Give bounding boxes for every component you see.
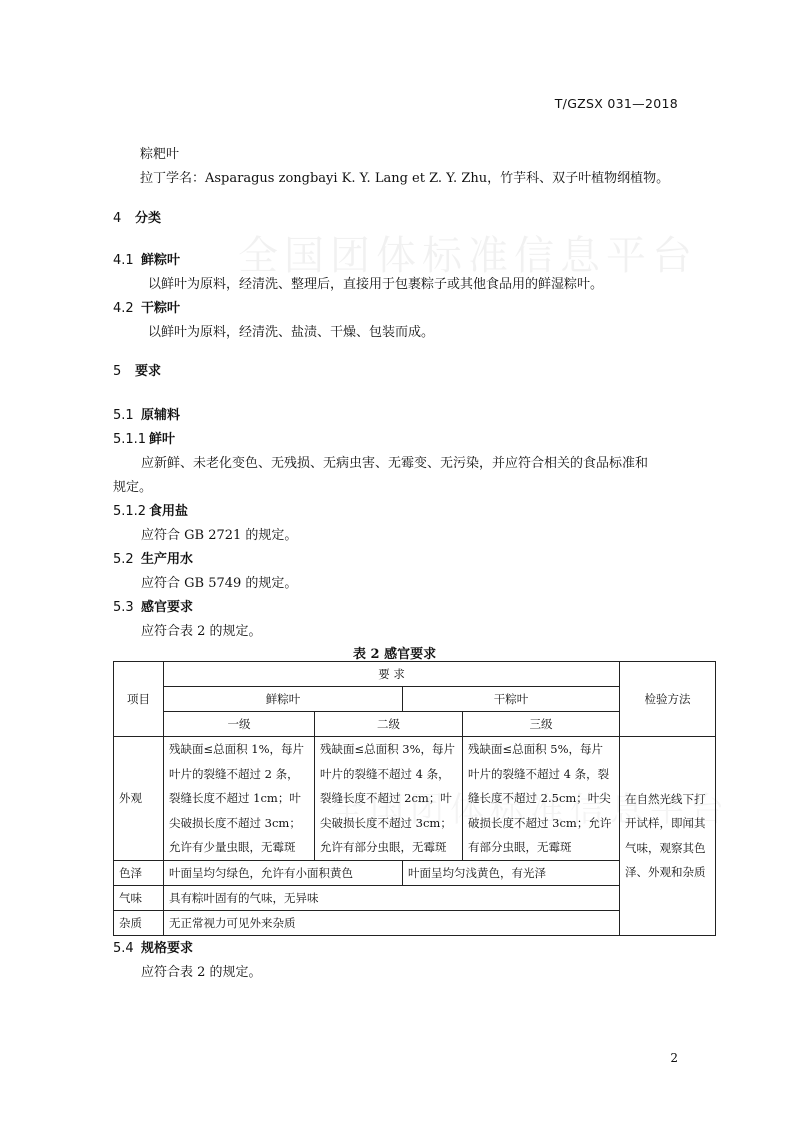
- section-5-1-1-heading: [113, 428, 175, 447]
- watermark: [330, 782, 730, 831]
- section-title: 鲜叶: [149, 432, 176, 447]
- section-5-2-body: 应符合 GB 5749 的规定。: [141, 576, 298, 591]
- section-title: 干粽叶: [141, 301, 181, 316]
- section-number: 5.1: [113, 408, 134, 423]
- section-number: 5: [113, 364, 122, 379]
- header-requirements: 要 求: [164, 662, 620, 687]
- section-5-2-heading: [113, 548, 193, 567]
- section-title: 鲜粽叶: [141, 253, 181, 268]
- section-number: 4.2: [113, 301, 134, 316]
- section-5-1-heading: [113, 404, 180, 423]
- page-number: 2: [670, 1051, 678, 1065]
- section-4-2-body: 以鲜叶为原料，经清洗、盐渍、干燥、包装而成。: [148, 325, 435, 340]
- test-method-cell: [620, 737, 716, 936]
- table-caption: 表 2 感官要求: [353, 647, 437, 662]
- color-dry-leaf: 叶面呈均匀浅黄色，有光泽: [403, 860, 620, 885]
- section-4-1-body: 以鲜叶为原料，经清洗、整理后，直接用于包裹粽子或其他食品用的鲜湿粽叶。: [148, 277, 604, 292]
- section-4-1-heading: [113, 249, 180, 268]
- impurity-requirement: 无正常视力可见外来杂质: [164, 910, 620, 935]
- section-number: 4.1: [113, 253, 134, 268]
- section-5-1-2-heading: [113, 500, 188, 519]
- section-title: 要求: [135, 364, 162, 379]
- section-5-1-1-body-line1: 应新鲜、未老化变色、无残损、无病虫害、无霉变、无污染，并应符合相关的食品标准和: [141, 456, 649, 471]
- section-5-3-heading: [113, 596, 193, 615]
- section-number: 5.1.1: [113, 432, 147, 447]
- section-5-1-1-body-line2: 规定。: [113, 480, 153, 495]
- header-grade-3: 三级: [463, 712, 620, 737]
- section-4-heading: [113, 207, 161, 226]
- header-grade-1: 一级: [164, 712, 315, 737]
- term-name: 粽粑叶: [140, 147, 180, 162]
- row-label-impurity: 杂质: [114, 910, 164, 935]
- section-title: 生产用水: [141, 552, 194, 567]
- section-5-heading: [113, 360, 161, 379]
- appearance-grade-1: [164, 737, 315, 861]
- section-4-2-heading: [113, 297, 180, 316]
- standard-code: T/GZSX 031—2018: [554, 96, 678, 111]
- header-dry-leaf: 干粽叶: [403, 687, 620, 712]
- section-title: 分类: [135, 211, 162, 226]
- smell-requirement: 具有粽叶固有的气味，无异味: [164, 885, 620, 910]
- cell-text: 残缺面≤总面积 1%，每片叶片的裂缝不超过 2 条，裂缝长度不超过 1cm；叶尖破损长度不超过 3cm；允许有少量虫眼，无霉斑: [169, 742, 305, 854]
- section-number: 5.2: [113, 552, 134, 567]
- section-title: 感官要求: [141, 600, 194, 615]
- section-5-4-body: 应符合表 2 的规定。: [141, 965, 262, 980]
- header-test-method: 检验方法: [620, 662, 716, 737]
- row-label-smell: 气味: [114, 885, 164, 910]
- watermark: 全国团体标准信息平台: [238, 233, 698, 279]
- section-title: 规格要求: [141, 941, 194, 956]
- section-number: 4: [113, 211, 122, 226]
- section-5-4-heading: [113, 937, 193, 956]
- section-5-1-2-body: 应符合 GB 2721 的规定。: [141, 528, 298, 543]
- header-item: 项目: [114, 662, 164, 737]
- cell-text: 残缺面≤总面积 3%，每片叶片的裂缝不超过 4 条，裂缝长度不超过 2cm；叶尖破损长度不超过 3cm；允许有部分虫眼，无霉斑: [320, 742, 456, 854]
- latin-name-line: 拉丁学名：Asparagus zongbayi K. Y. Lang et Z. Y. Zhu，竹芋科、双子叶植物纲植物。: [140, 171, 670, 186]
- color-fresh-leaf: 叶面呈均匀绿色，允许有小面积黄色: [164, 860, 403, 885]
- section-number: 5.4: [113, 941, 134, 956]
- cell-text: 在自然光线下打开试样，即闻其气味，观察其色泽、外观和杂质: [625, 791, 706, 880]
- section-5-3-body: 应符合表 2 的规定。: [141, 624, 262, 639]
- header-fresh-leaf: 鲜粽叶: [164, 687, 403, 712]
- row-label-appearance: 外观: [114, 737, 164, 861]
- section-number: 5.3: [113, 600, 134, 615]
- header-grade-2: 二级: [315, 712, 463, 737]
- section-title: 食用盐: [149, 504, 189, 519]
- section-number: 5.1.2: [113, 504, 147, 519]
- cell-text: 残缺面≤总面积 5%，每片叶片的裂缝不超过 4 条，裂缝长度不超过 2.5cm；叶尖破损长度不超过 3cm；允许有部分虫眼，无霉斑: [468, 742, 612, 854]
- row-label-color: 色泽: [114, 860, 164, 885]
- section-title: 原辅料: [141, 408, 181, 423]
